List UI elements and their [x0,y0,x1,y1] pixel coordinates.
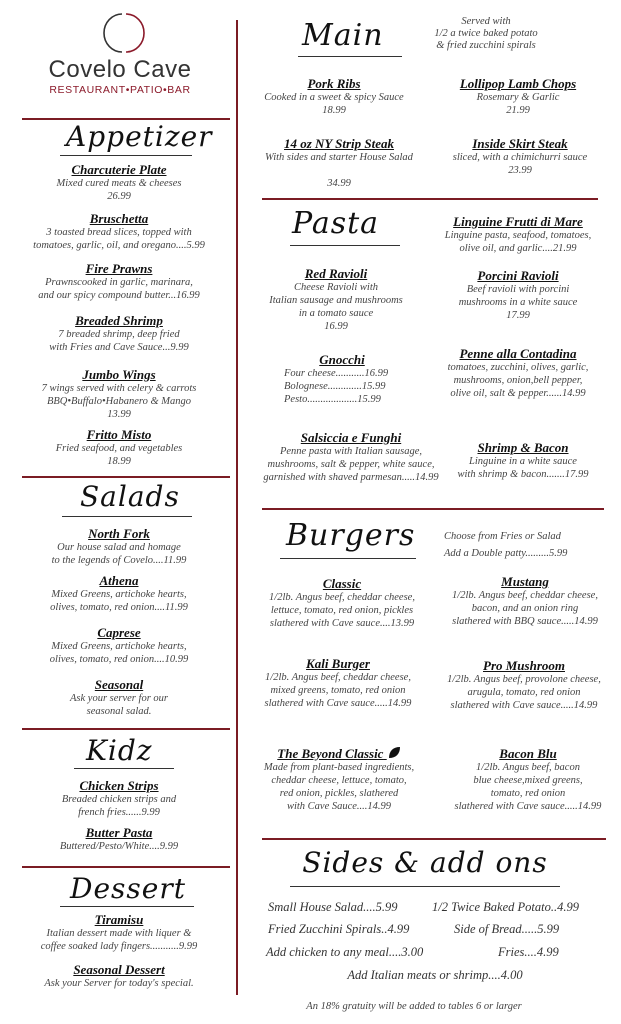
item-desc: 7 breaded shrimp, deep fried with Fries and Cave Sauce...9.99 [49,329,189,353]
menu-item [426,658,621,712]
salads-list [10,526,228,718]
heading-underline [74,768,174,769]
divider [262,838,606,840]
side-item: Small House Salad....5.99 [268,900,398,914]
item-name-text: The Beyond Classic [277,746,384,761]
menu-item [242,136,436,190]
salads-heading: Salads [80,480,180,513]
divider [262,508,604,510]
tagline-bar: BAR [167,84,191,96]
item-desc: Rosemary & Garlic 21.99 [476,92,560,116]
item-name: Shrimp & Bacon [477,440,569,455]
menu-item [10,162,228,211]
item-desc: sliced, with a chimichurri sauce 23.99 [452,152,588,176]
item-desc: 7 wings served with celery & carrots BBQ•Buffalo•Habanero & Mango 13.99 [41,383,197,420]
menu-item [10,261,228,313]
item-desc: Fried seafood, and vegetables 18.99 [55,443,183,467]
main-heading: Main [302,18,384,53]
item-name: Jumbo Wings [82,367,156,382]
menu-item [244,576,440,630]
item-name: Seasonal Dessert [73,962,165,977]
item-name: Red Ravioli [304,266,368,281]
pasta-heading: Pasta [292,206,380,241]
item-name: Charcuterie Plate [71,162,167,177]
side-item: 1/2 Twice Baked Potato..4.99 [432,900,579,914]
heading-underline [60,155,192,156]
item-desc: Our house salad and homage to the legends of Covelo....11.99 [51,542,187,566]
item-name: Kali Burger [306,656,370,671]
item-name [246,746,432,761]
menu-item [10,526,228,573]
item-desc: 1/2lb. Angus beef, cheddar cheese, mixed greens, tomato, red onion slathered with Cave sauce.....14.99 [264,672,412,709]
logo-mark-icon [100,10,148,56]
tagline-patio: PATIO [130,84,163,96]
appetizer-list [10,162,228,468]
side-item: Side of Bread.....5.99 [454,922,560,936]
menu-item [10,912,228,962]
appetizer-heading: Appetizer [66,120,213,153]
divider [22,866,230,868]
item-name: North Fork [88,526,150,541]
main-note: Served with 1/2 a twice baked potato & fried zucchini spirals [434,16,538,51]
menu-item [428,214,608,255]
menu-item [428,268,608,322]
menu-item [246,266,426,333]
heading-underline [290,886,560,887]
kidz-list [10,778,228,853]
item-desc: Linguine pasta, seafood, tomatoes, olive oil, and garlic....21.99 [444,230,592,254]
side-item: Add Italian meats or shrimp....4.00 [347,968,523,982]
divider [22,476,230,478]
item-name: Breaded Shrimp [75,313,163,328]
menu-item [10,825,228,853]
item-desc: Made from plant-based ingredients, cheddar cheese, lettuce, tomato, red onion, pickles, slathered with Cave Sauce....14.99 [263,762,415,812]
item-desc: tomatoes, zucchini, olives, garlic, mushrooms, onion,bell pepper, olive oil, salt & pepper......14.99 [447,362,589,399]
menu-item [246,746,432,813]
item-name: Bacon Blu [499,746,557,761]
item-name: Caprese [97,625,141,640]
item-name: Fritto Misto [86,427,152,442]
side-item: Add chicken to any meal....3.00 [266,945,424,959]
heading-underline [290,245,400,246]
column-divider [236,20,238,995]
menu-item [428,76,608,117]
item-name: Gnocchi [319,352,365,367]
menu-item [10,427,228,468]
divider [262,198,598,200]
item-desc: Beef ravioli with porcini mushrooms in a white sauce 17.99 [458,284,578,321]
menu-item [430,746,621,813]
menu-item [10,367,228,427]
tagline-dot: • [125,84,131,96]
tagline-dot: • [162,84,168,96]
menu-item [10,573,228,625]
item-desc: Cheese Ravioli with Italian sausage and mushrooms in a tomato sauce 16.99 [269,282,403,332]
item-name: Fire Prawns [85,261,153,276]
item-desc: Prawnscooked in garlic, marinara, and our spicy compound butter...16.99 [38,277,200,301]
item-desc: Linguine in a white sauce with shrimp & bacon.......17.99 [457,456,589,480]
item-desc: Four cheese...........16.99 Bolognese.............15.99 Pesto...................15.99 [284,368,389,405]
menu-item [438,440,608,481]
item-name: Porcini Ravioli [477,268,559,283]
burgers-note: Choose from Fries or Salad Add a Double patty.........5.99 [444,531,568,559]
dessert-list [10,912,228,990]
brand-name: Covelo Cave [48,56,192,83]
item-desc: Cooked in a sweet & spicy Sauce 18.99 [264,92,404,116]
menu-item [10,211,228,261]
item-name: Tiramisu [94,912,144,927]
item-desc: 1/2lb. Angus beef, bacon blue cheese,mixed greens, tomato, red onion slathered with Cave sauce.....14.99 [454,762,602,812]
item-desc: 1/2lb. Angus beef, cheddar cheese, lettuce, tomato, red onion, pickles slathered with Cave sauce....13.99 [269,592,415,629]
heading-underline [298,56,402,57]
item-name: Lollipop Lamb Chops [459,76,577,91]
menu-item [10,778,228,825]
menu-item [244,76,424,117]
item-desc: Buttered/Pesto/White....9.99 [59,841,179,852]
heading-underline [62,516,192,517]
menu-item [428,346,608,400]
menu-item [430,136,610,177]
menu-item [10,313,228,367]
logo [20,10,220,102]
kidz-heading: Kidz [86,734,153,767]
item-desc: Italian dessert made with liquer & coffee soaked lady fingers...........9.99 [40,928,198,952]
item-desc: Breaded chicken strips and french fries......9.99 [61,794,177,818]
brand-tagline [20,84,220,96]
menu-item [10,677,228,718]
item-name: Classic [322,576,362,591]
heading-underline [280,558,416,559]
item-desc: Penne pasta with Italian sausage, mushrooms, salt & pepper, white sauce, garnished with shaved parmesan.....14.99 [263,446,439,483]
item-desc: Mixed cured meats & cheeses 26.99 [56,178,182,202]
menu-item [10,962,228,990]
heading-underline [60,906,194,907]
item-name: Inside Skirt Steak [472,136,568,151]
side-item: Fried Zucchini Spirals..4.99 [268,922,410,936]
menu-item [240,430,462,484]
item-name: Linguine Frutti di Mare [453,214,583,229]
item-desc: Mixed Greens, artichoke hearts, olives, tomato, red onion....11.99 [50,589,188,613]
menu-item [240,656,436,710]
menu-item [428,574,621,628]
burgers-heading: Burgers [286,518,416,553]
item-desc: Mixed Greens, artichoke hearts, olives, tomato, red onion....10.99 [49,641,189,665]
tagline-restaurant: RESTAURANT [49,84,126,96]
item-desc: 1/2lb. Angus beef, provolone cheese, arugula, tomato, red onion slathered with Cave sauce.....14.99 [447,674,601,711]
item-name: Mustang [501,574,549,589]
item-name: Chicken Strips [79,778,159,793]
dessert-heading: Dessert [70,872,186,905]
item-desc: Ask your server for our seasonal salad. [70,693,168,717]
divider [22,728,230,730]
item-name: Penne alla Contadina [459,346,577,361]
item-name: 14 oz NY Strip Steak [283,136,395,151]
menu-item [252,352,432,406]
side-item: Fries....4.99 [498,945,559,959]
item-name: Seasonal [94,677,144,692]
sides-heading: Sides & add ons [302,846,548,879]
item-desc: With sides and starter House Salad 34.99 [265,152,413,189]
leaf-icon [387,746,401,759]
item-name: Pork Ribs [307,76,361,91]
menu-item [10,625,228,677]
item-desc: Ask your Server for today's special. [44,978,194,989]
item-name: Bruschetta [89,211,149,226]
item-name: Athena [99,573,139,588]
item-name: Pro Mushroom [483,658,565,673]
item-name: Butter Pasta [85,825,153,840]
item-name: Salsiccia e Funghi [300,430,402,445]
item-desc: 1/2lb. Angus beef, cheddar cheese, bacon, and an onion ring slathered with BBQ sauce.....14.99 [452,590,598,627]
gratuity-note: An 18% gratuity will be added to tables 6 or larger [306,1001,522,1012]
item-desc: 3 toasted bread slices, topped with tomatoes, garlic, oil, and oregano....5.99 [33,227,205,251]
